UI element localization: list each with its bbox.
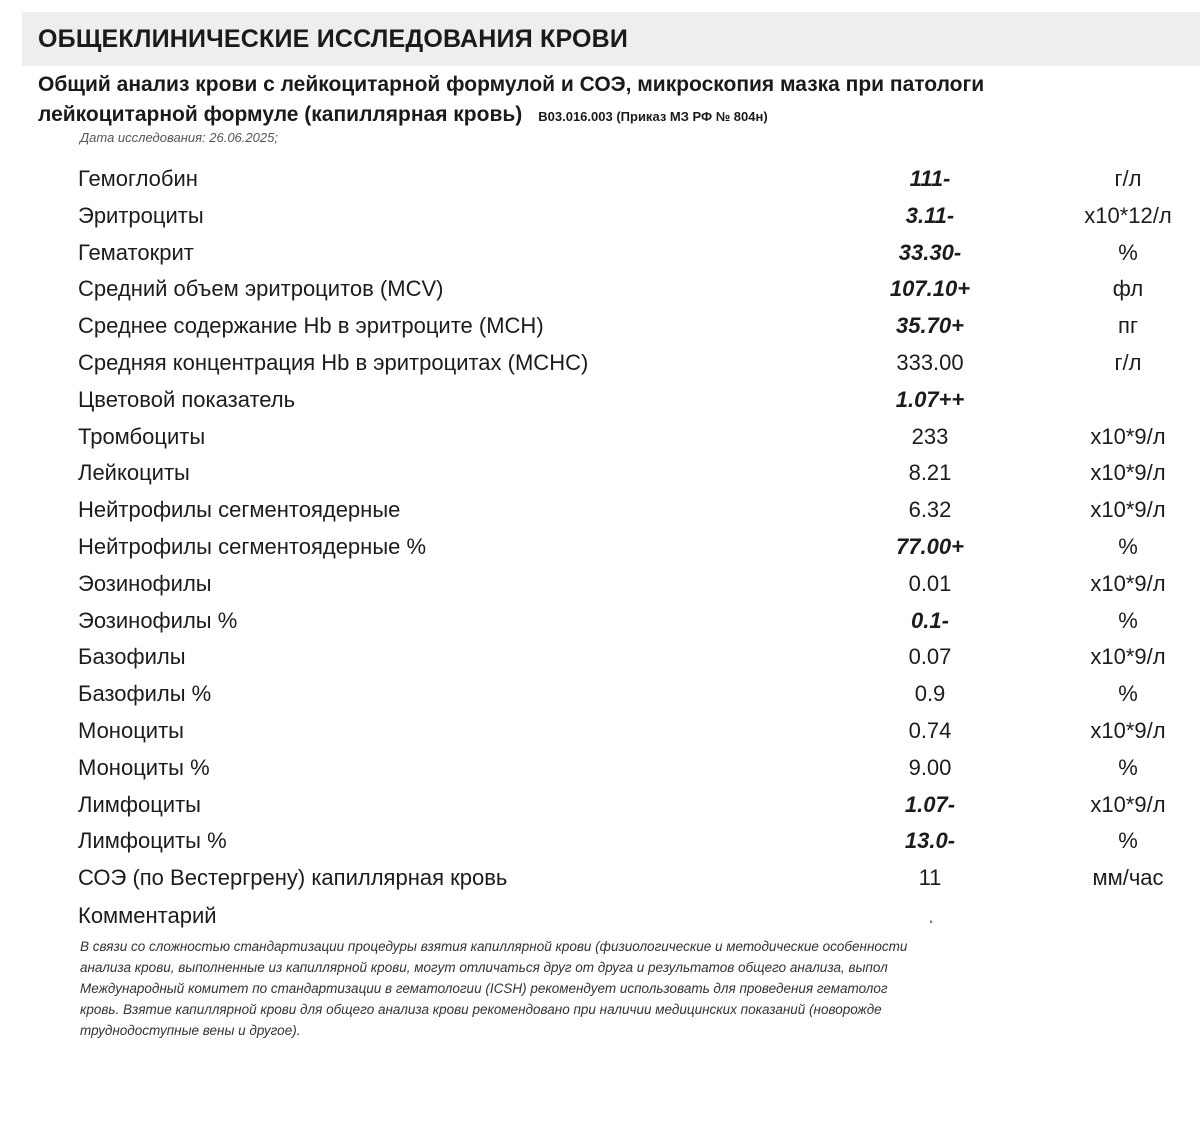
- result-name: Моноциты %: [78, 754, 210, 780]
- result-value: 33.30-: [898, 239, 962, 265]
- result-value: 333.00: [896, 349, 964, 375]
- study-date: Дата исследования: 26.06.2025;: [80, 130, 278, 145]
- result-row: [0, 676, 1200, 713]
- result-unit: x10*9/л: [1090, 791, 1166, 817]
- result-name: Базофилы: [78, 644, 186, 670]
- result-value: 0.9: [914, 681, 946, 707]
- result-value: 35.70+: [896, 313, 964, 339]
- result-unit: x10*9/л: [1090, 423, 1166, 449]
- section-title: ОБЩЕКЛИНИЧЕСКИЕ ИССЛЕДОВАНИЯ КРОВИ: [22, 12, 1200, 66]
- footnote-line: Международный комитет по стандартизации в гематологии (ICSH) рекомендует использовать для проведения гематолог: [80, 981, 888, 996]
- result-unit: %: [1118, 828, 1138, 854]
- result-value: 0.07: [908, 644, 952, 670]
- result-row: [0, 308, 1200, 345]
- result-value: 107.10+: [889, 276, 971, 302]
- result-value: 11: [918, 865, 942, 891]
- result-row: [0, 492, 1200, 529]
- test-title-line-1: Общий анализ крови с лейкоцитарной формулой и СОЭ, микроскопия мазка при патологи: [38, 73, 985, 96]
- result-unit: x10*12/л: [1084, 202, 1172, 228]
- result-unit: мм/час: [1092, 865, 1164, 891]
- test-code: B03.016.003 (Приказ МЗ РФ № 804н): [538, 109, 768, 124]
- result-name: Нейтрофилы сегментоядерные %: [78, 533, 427, 559]
- test-title-line-2-text: лейкоцитарной формуле (капиллярная кровь): [38, 103, 523, 126]
- result-unit: %: [1118, 607, 1138, 633]
- result-unit: %: [1118, 681, 1138, 707]
- result-name: Лейкоциты: [78, 460, 190, 486]
- result-row: [0, 382, 1200, 419]
- result-unit: %: [1118, 533, 1138, 559]
- result-name: Средняя концентрация Hb в эритроцитах (MCHC): [78, 349, 589, 375]
- result-value: 0.74: [908, 717, 952, 743]
- result-unit: x10*9/л: [1090, 460, 1166, 486]
- result-name: Гематокрит: [78, 239, 194, 265]
- result-name: Гемоглобин: [78, 166, 198, 191]
- result-name: Эозинофилы: [78, 570, 212, 596]
- result-name: Цветовой показатель: [78, 386, 296, 412]
- footnote: [80, 936, 1200, 1041]
- result-name: Моноциты: [78, 717, 184, 743]
- result-unit: x10*9/л: [1090, 497, 1166, 523]
- footnote-line: труднодоступные вены и другое).: [80, 1023, 301, 1038]
- result-value: 9.00: [908, 754, 952, 780]
- result-unit: г/л: [1114, 349, 1142, 375]
- result-row: [0, 750, 1200, 787]
- result-value: 6.32: [908, 497, 952, 523]
- result-value: 0.1-: [911, 607, 949, 633]
- result-name: Эозинофилы %: [78, 607, 238, 633]
- result-row: [0, 603, 1200, 640]
- result-row: [0, 271, 1200, 308]
- result-name: Эритроциты: [78, 202, 204, 228]
- result-row: [0, 529, 1200, 566]
- test-title: [38, 70, 1200, 132]
- result-value: 111-: [909, 166, 951, 191]
- result-unit: пг: [1118, 313, 1138, 339]
- result-value: 0.01: [908, 570, 952, 596]
- footnote-line: кровь. Взятие капиллярной крови для общего анализа крови рекомендовано при наличии медицинских показаний (новорожде: [80, 1002, 882, 1017]
- result-unit: x10*9/л: [1090, 717, 1166, 743]
- result-row: [0, 345, 1200, 382]
- result-row: [0, 198, 1200, 235]
- results-table: [0, 161, 1200, 897]
- footnote-line: В связи со сложностью стандартизации процедуры взятия капиллярной крови (физиологические и методические особенности: [80, 939, 908, 954]
- result-value: 3.11-: [905, 202, 955, 228]
- result-value: 233: [911, 423, 949, 449]
- result-name: Базофилы %: [78, 681, 212, 707]
- result-row: [0, 860, 1200, 897]
- result-unit: x10*9/л: [1090, 570, 1166, 596]
- result-unit: г/л: [1114, 166, 1142, 191]
- comment-label: Комментарий: [78, 903, 217, 928]
- result-row: [0, 455, 1200, 492]
- result-row: [0, 566, 1200, 603]
- result-name: Среднее содержание Hb в эритроците (MCH): [78, 313, 544, 339]
- result-row: [0, 823, 1200, 860]
- result-row: [0, 161, 1200, 198]
- result-row: [0, 787, 1200, 824]
- result-name: Тромбоциты: [78, 423, 206, 449]
- result-unit: %: [1118, 239, 1138, 265]
- result-name: Лимфоциты: [78, 791, 201, 817]
- result-name: Нейтрофилы сегментоядерные: [78, 497, 401, 523]
- result-row: [0, 639, 1200, 676]
- result-unit: %: [1118, 754, 1138, 780]
- result-value: 1.07-: [904, 791, 956, 817]
- comment-value: .: [928, 903, 935, 928]
- result-row: [0, 419, 1200, 456]
- result-unit: x10*9/л: [1090, 644, 1166, 670]
- result-name: Средний объем эритроцитов (MCV): [78, 276, 444, 302]
- result-value: 13.0-: [904, 828, 956, 854]
- result-name: СОЭ (по Вестергрену) капиллярная кровь: [78, 865, 508, 891]
- result-unit: фл: [1112, 276, 1144, 302]
- result-value: 77.00+: [896, 533, 964, 559]
- result-row: [0, 235, 1200, 272]
- result-value: 8.21: [908, 460, 952, 486]
- result-name: Лимфоциты %: [78, 828, 227, 854]
- test-title-line-2: [38, 100, 1200, 132]
- result-row: [0, 713, 1200, 750]
- result-value: 1.07++: [895, 386, 965, 412]
- footnote-line: анализа крови, выполненные из капиллярной крови, могут отличаться друг от друга и результатов общего анализа, выпол: [80, 960, 888, 975]
